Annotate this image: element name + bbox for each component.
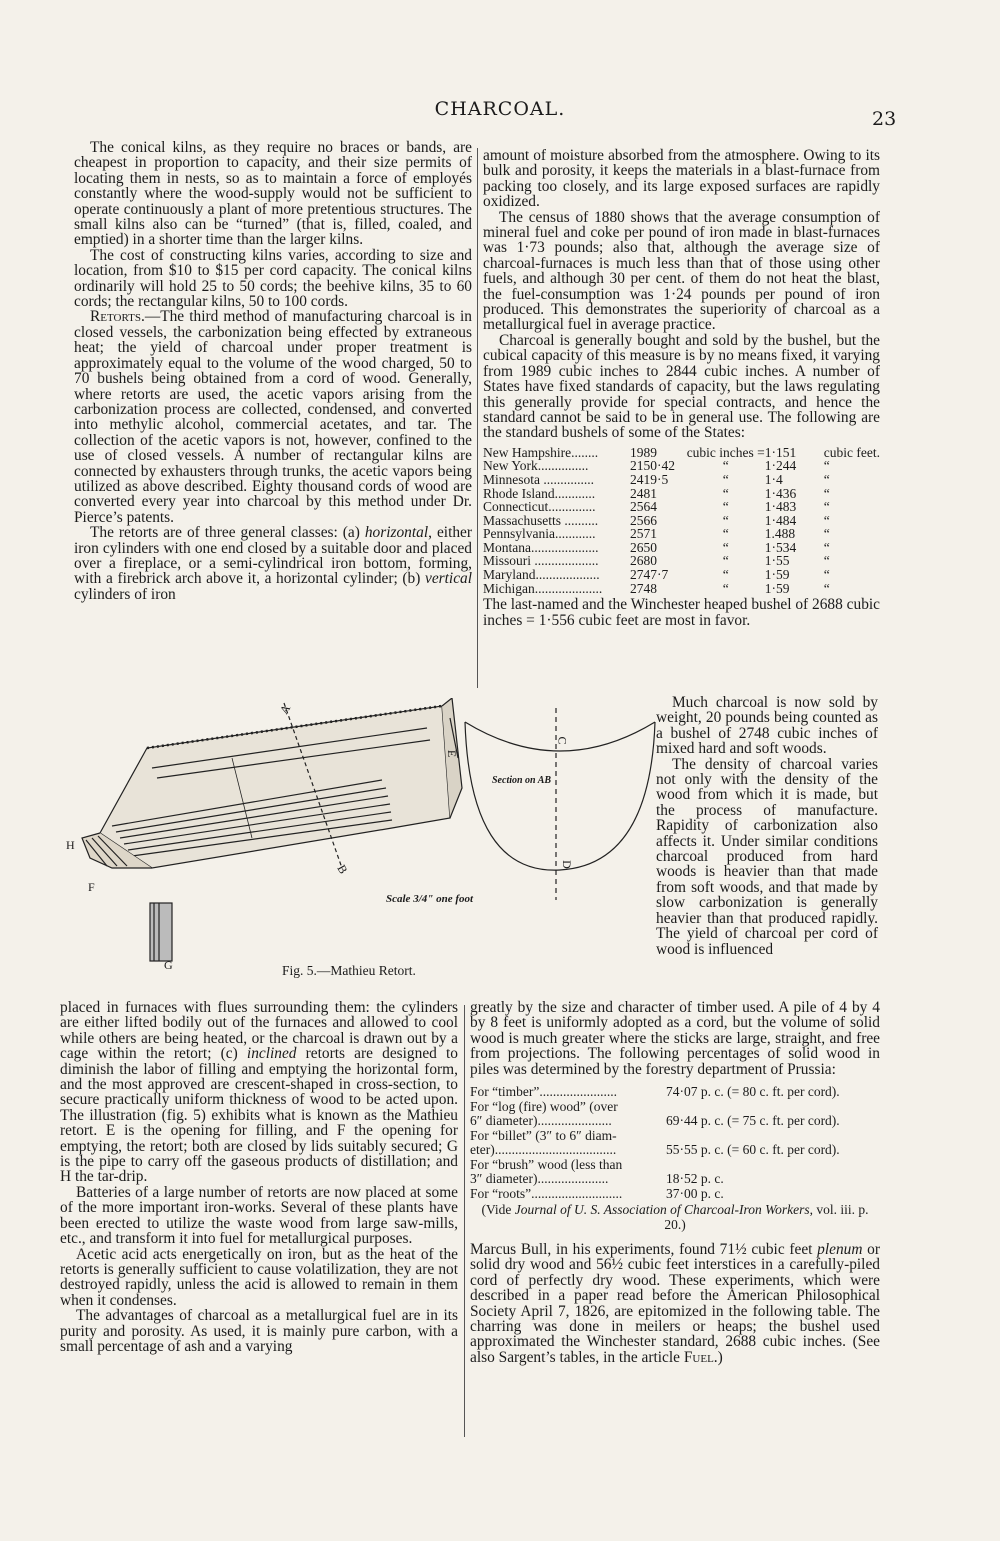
table-row [483,554,880,568]
table-row [483,514,880,528]
table-cell-unit2: “ [823,553,830,569]
figure-label-e: E [445,749,460,758]
right-column-wrap [656,695,878,957]
table-cell-unit: “ [722,539,729,555]
citation [470,1203,880,1232]
paragraph: The advantages of charcoal as a metallurgical fuel are in its purity and porosity. As used, it is mainly pure carbon, with a small percentage of ash and a varying [60,1307,458,1355]
paragraph: Charcoal is generally bought and sold by the bushel, but the cubical capacity of this measure is by no means fixed, it varying from 1989 cubic inches to 2844 cubic inches. A number of States have fixed standards of capacity, but the laws regulating this generally provide for special contracts, and hence the standard cannot be said to be in general use. The following are the standard bushels of some of the States: [483,331,880,442]
table-cell-value: 69·44 p. c. (= 75 c. ft. per cord). [666,1113,840,1129]
table-cell-value [666,1100,880,1115]
table-cell-unit2: “ [823,458,830,474]
table-cell-label: For “timber”....................... [470,1084,617,1100]
table-cell-cubic-feet: 1·436 [764,485,797,501]
table-cell-state: New Hampshire........ [483,444,599,460]
table-cell-unit2: “ [823,580,830,596]
table-row [483,500,880,514]
paragraph: Acetic acid acts energetically on iron, but as the heat of the retorts is generally sufficient to cause volatilization, they are not destroyed rapidly, unless the acid is allowed to remain in them when it condenses. [60,1245,458,1309]
table-row [470,1129,880,1144]
table-cell-cubic-inches: 2680 [629,553,657,569]
table-cell-unit: “ [722,471,729,487]
table-cell-unit2: “ [823,539,830,555]
table-cell-cubic-inches: 2564 [629,499,657,515]
section-label: Section on AB [492,775,552,786]
paragraph-text: Marcus Bull, in his experiments, found 71½ cubic feet [470,1241,818,1259]
table-cell-label: For “roots”........................... [470,1185,623,1201]
table-row [470,1158,880,1173]
table-cell-value: 55·55 p. c. (= 60 c. ft. per cord). [666,1142,840,1158]
table-cell-cubic-feet: 1·244 [764,458,797,474]
table-row [470,1143,880,1158]
section-heading: Retorts. [90,308,145,326]
table-row [470,1100,880,1115]
citation-text: (Vide [481,1202,515,1218]
left-column-bottom [60,1000,458,1354]
table-cell-state: Minnesota ............... [483,471,594,487]
paragraph-text: cylinders of iron [74,585,176,603]
paragraph-text: ) [717,1348,723,1366]
right-column-top [483,148,880,628]
table-cell-state: Michigan.................... [483,580,603,596]
table-cell-unit2: “ [823,471,830,487]
paragraph-text: placed in furnaces with flues surrounding them: the cylinders are either lifted bodily out of the furnaces and allowed to cool while others are being heated, or the charcoal is drawn out by a cage within the retort; (c) [60,999,458,1063]
right-column-bottom [470,1000,880,1365]
paragraph-text: retorts are designed to diminish the labor of filling and emptying the horizontal form, and the most approved are crescent-shaped in cross-section, to secure practically uniform thickness of wood to be acted upon. The illustration (fig. 5) exhibits what is known as the Mathieu retort. E is the opening for filling, and F the opening for emptying, the retort; both are closed by lids suitably secured; G is the pipe to carry off the gaseous products of distillation; and H the tar-drip. [60,1045,459,1186]
table-cell-label: 6″ diameter)...................... [470,1113,612,1129]
table-cell-state: Connecticut.............. [483,499,596,515]
table-cell-cubic-inches: 2566 [629,512,657,528]
table-cell-unit: “ [722,567,729,583]
table-cell-unit: “ [722,553,729,569]
column-divider [464,1005,465,1437]
italic-term: inclined [246,1045,297,1063]
table-row [483,582,880,596]
italic-term: horizontal [364,524,429,542]
solid-wood-percentages-table [470,1085,880,1201]
table-cell-cubic-inches: 2571 [629,526,657,542]
table-cell-cubic-feet: 1·534 [764,539,797,555]
table-cell-label: eter).................................... [470,1142,617,1158]
table-cell-cubic-feet: 1·59 [764,567,790,583]
table-cell-label: For “billet” (3″ to 6″ diam- [470,1127,617,1143]
table-row [483,473,880,487]
left-column-top [74,140,472,602]
table-cell-state: Missouri ................... [483,553,599,569]
table-cell-cubic-feet: 1·55 [764,553,790,569]
table-cell-unit: “ [722,499,729,515]
table-cell-unit2: “ [823,499,830,515]
paragraph: The census of 1880 shows that the average consumption of mineral fuel and coke per pound of iron made in blast-furnaces was 1·73 pounds; also that, although the average size of charcoal-furnaces is much less than that of those using other fuels, and although 30 per cent. of them do not heat the blast, the fuel-consumption was 1·24 pounds per pound of iron produced. This demonstrates the superiority of charcoal as a metallurgical fuel in average practice. [483,208,880,334]
table-cell-cubic-inches: 2650 [629,539,657,555]
table-cell-cubic-feet: 1·483 [764,499,797,515]
retort-cross-section-illustration [460,700,660,900]
paragraph: The conical kilns, as they require no braces or bands, are cheapest in proportion to capacity, and their size permits of locating them in nests, so as to maintain a force of employés constantly where the wood-supply would not be sufficient to operate continuously a plant of more pretentious structures. The small kilns also can be “turned” (that is, filled, coaled, and emptied) in a shorter time than the larger kilns. [74,139,472,249]
mathieu-retort-illustration [52,698,507,988]
table-row [483,527,880,541]
table-cell-cubic-feet: 1.488 [764,526,796,542]
table-cell-cubic-feet: 1·151 [764,444,797,460]
paragraph-text: or solid dry wood and 56½ cubic feet interstices in a carefully-piled cord of perfectly dry wood. These experiments, which were described in a paper read before the American Philosophical Society April 7, 1826, are epitomized in the following table. The charring was done in meilers or heaps; the bushel used approximated the Winchester standard, 2688 cubic inches. (See also Sargent’s tables, in the article [470,1241,880,1366]
table-cell-cubic-inches: 2481 [629,485,657,501]
table-cell-unit2: cubic feet. [823,444,880,460]
table-cell-value: 18·52 p. c. [666,1171,724,1187]
table-cell-cubic-inches: 1989 [629,444,657,460]
table-row [470,1085,880,1100]
table-cell-state: Pennsylvania............ [483,526,596,542]
figure-label-b: B [334,862,351,877]
table-cell-unit2: “ [823,512,830,528]
italic-term: plenum [817,1241,863,1259]
table-row [470,1187,880,1202]
table-cell-unit: cubic inches = [686,444,765,460]
table-row [483,446,880,460]
italic-term: vertical [424,570,472,588]
table-cell-unit: “ [722,512,729,528]
paragraph: The last-named and the Winchester heaped bushel of 2688 cubic inches = 1·556 cubic feet are most in favor. [483,596,880,629]
table-cell-state: Rhode Island............ [483,485,596,501]
table-row [470,1172,880,1187]
table-cell-cubic-inches: 2747·7 [629,567,669,583]
section-label-c: C [555,736,570,745]
table-cell-label: 3″ diameter)..................... [470,1171,609,1187]
table-cell-cubic-feet: 1·4 [764,471,783,487]
citation-journal: Journal of U. S. Association of Charcoal-Iron Workers [514,1202,810,1218]
paragraph [74,525,472,602]
paragraph-text: , either iron cylinders with one end closed by a suitable door and placed over a fireplace, or a semi-cylindrical iron bottom, forming, with a firebrick arch above it, a horizontal cylinder; (b) [74,524,473,588]
paragraph-text: —The third method of manufacturing charcoal is in closed vessels, the carbonization being effected by extraneous heat; the yield of charcoal under proper treatment is approximately equal to the volume of the wood charged, 50 to 70 bushels being obtained from a cord of wood. Generally, where retorts are used, the acetic vapors arising from the carbonization process are collected, condensed, and converted into methylic alcohol, commercial acetates, and tar. The collection of the acetic vapors is not, however, confined to the use of closed vessels. A number of rectangular kilns are connected by exhausters through trunks, the acetic vapors being utilized as above described. Eighty thousand cords of wood are converted every year into charcoal by this method under Dr. Pierce’s patents. [74,308,472,526]
table-row [483,568,880,582]
table-cell-state: Massachusetts .......... [483,512,599,528]
paragraph: The cost of constructing kilns varies, according to size and location, from $10 to $15 per cord capacity. The conical kilns ordinarily will hold 25 to 50 cords; the beehive kilns, 35 to 60 cords; the rectangular kilns, 50 to 100 cords. [74,246,472,311]
table-row [483,487,880,501]
table-cell-unit2: “ [823,485,830,501]
table-cell-cubic-feet: 1·59 [764,580,790,596]
paragraph: Batteries of a large number of retorts are now placed at some of the more important iron-works. Several of these plants have been erected to utilize the waste wood from large saw-mills, etc., and transform it into fuel for metallurgical purposes. [60,1183,458,1248]
table-cell-value [666,1129,880,1144]
table-cell-cubic-inches: 2748 [629,580,657,596]
table-row [483,541,880,555]
table-cell-unit: “ [722,458,729,474]
running-head: CHARCOAL. [434,98,566,120]
table-cell-unit2: “ [823,526,830,542]
paragraph: Much charcoal is now sold by weight, 20 pounds being counted as a bushel of 2748 cubic inches of mixed hard and soft woods. [656,694,878,758]
paragraph: greatly by the size and character of timber used. A pile of 4 by 4 by 8 feet is uniformly adopted as a cord, but the volume of solid wood is much greater where the sticks are large, straight, and free from projections. The following percentages of solid wood in piles was determined by the forestry department of Prussia: [470,999,880,1078]
citation-text: , vol. iii. p. 20.) [664,1202,869,1232]
table-cell-value: 37·00 p. c. [666,1185,724,1201]
paragraph: amount of moisture absorbed from the atmosphere. Owing to its bulk and porosity, it keeps the materials in a blast-furnace from packing too closely, and its large exposed surfaces are rapidly oxidized. [483,147,880,211]
table-row [470,1114,880,1129]
figure-scale-label: Scale 3/4" one foot [386,893,474,905]
figure-label-h: H [66,838,75,852]
paragraph [470,1242,880,1365]
paragraph [74,309,472,525]
column-divider [477,148,478,688]
table-cell-cubic-inches: 2419·5 [629,471,669,487]
table-cell-unit: “ [722,580,729,596]
section-label-d: D [559,860,574,869]
table-cell-state: New York............... [483,458,589,474]
standard-bushels-table [483,446,880,596]
page-number: 23 [872,108,897,130]
table-cell-value: 74·07 p. c. (= 80 c. ft. per cord). [666,1084,840,1100]
paragraph: The density of charcoal varies not only with the density of the wood from which it is made, but the process of manufacture. Rapidity of carbonization also affects it. Under similar conditions charcoal produced from hard woods is heavier than that made from soft woods, and that made by slow carbonization is generally heavier than that produced rapidly. The yield of charcoal per cord of wood is influenced [656,755,878,958]
table-cell-state: Montana.................... [483,539,599,555]
table-cell-state: Maryland................... [483,567,600,583]
table-cell-unit: “ [722,485,729,501]
table-cell-label: For “log (fire) wood” (over [470,1098,618,1114]
figure-label-g: G [164,958,173,972]
figure-label-a: A [276,701,294,717]
figure-caption: Fig. 5.—Mathieu Retort. [282,963,416,978]
table-cell-unit: “ [722,526,729,542]
table-cell-unit2: “ [823,567,830,583]
table-cell-cubic-inches: 2150·42 [629,458,675,474]
paragraph [60,1000,458,1185]
figure-label-f: F [88,880,95,894]
table-cell-value [666,1158,880,1173]
table-cell-label: For “brush” wood (less than [470,1156,623,1172]
table-cell-cubic-feet: 1·484 [764,512,797,528]
table-row [483,459,880,473]
cross-reference: Fuel. [683,1348,718,1366]
paragraph-text: The retorts are of three general classes: (a) [90,524,365,542]
